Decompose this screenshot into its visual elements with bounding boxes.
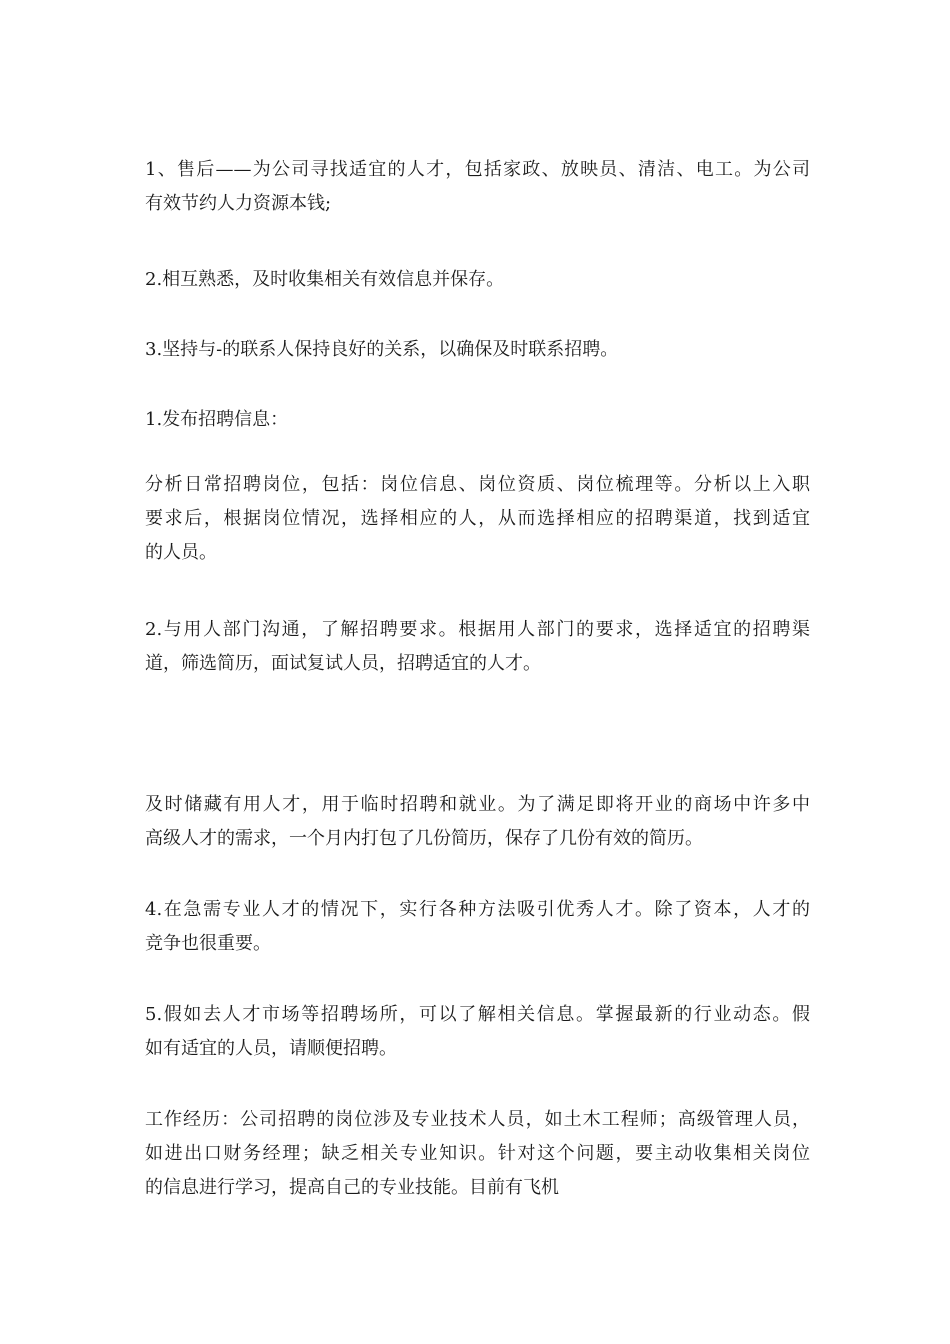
paragraph-line: 分析日常招聘岗位，包括：岗位信息、岗位资质、岗位梳理等。分析以上入职 [145, 474, 810, 495]
paragraph-line: 的人员。 [145, 542, 217, 563]
paragraph-line: 有效节约人力资源本钱; [145, 193, 332, 214]
paragraph-10 [145, 1103, 810, 1205]
paragraph-line: 要求后，根据岗位情况，选择相应的人，从而选择相应的招聘渠道，找到适宜 [145, 508, 810, 529]
paragraph-line: 5.假如去人才市场等招聘场所，可以了解相关信息。掌握最新的行业动态。假 [145, 1004, 810, 1025]
paragraph-line: 4.在急需专业人才的情况下，实行各种方法吸引优秀人才。除了资本，人才的 [145, 899, 810, 920]
paragraph-line: 高级人才的需求，一个月内打包了几份简历，保存了几份有效的简历。 [145, 828, 703, 849]
paragraph-line: 的信息进行学习，提高自己的专业技能。目前有飞机 [145, 1177, 559, 1198]
paragraph-line: 3.坚持与-的联系人保持良好的关系，以确保及时联系招聘。 [145, 339, 619, 360]
paragraph-line: 竞争也很重要。 [145, 933, 271, 954]
paragraph-line: 1.发布招聘信息： [145, 409, 289, 430]
paragraph-line: 1、售后——为公司寻找适宜的人才，包括家政、放映员、清洁、电工。为公司 [145, 159, 810, 180]
paragraph-line: 及时储藏有用人才，用于临时招聘和就业。为了满足即将开业的商场中许多中 [145, 794, 810, 815]
paragraph-line: 如进出口财务经理；缺乏相关专业知识。针对这个问题，要主动收集相关岗位 [145, 1143, 810, 1164]
paragraph-3 [145, 333, 810, 367]
paragraph-6 [145, 613, 810, 681]
paragraph-1 [145, 153, 810, 221]
paragraph-line: 2.相互熟悉，及时收集相关有效信息并保存。 [145, 269, 505, 290]
paragraph-2 [145, 263, 810, 297]
paragraph-8 [145, 893, 810, 961]
paragraph-7 [145, 788, 810, 856]
paragraph-line: 道，筛选简历，面试复试人员，招聘适宜的人才。 [145, 653, 541, 674]
paragraph-line: 如有适宜的人员，请顺便招聘。 [145, 1038, 397, 1059]
paragraph-line: 2.与用人部门沟通，了解招聘要求。根据用人部门的要求，选择适宜的招聘渠 [145, 619, 810, 640]
paragraph-line: 工作经历：公司招聘的岗位涉及专业技术人员，如土木工程师；高级管理人员， [145, 1109, 810, 1130]
paragraph-5 [145, 468, 810, 570]
paragraph-9 [145, 998, 810, 1066]
paragraph-4 [145, 403, 810, 437]
